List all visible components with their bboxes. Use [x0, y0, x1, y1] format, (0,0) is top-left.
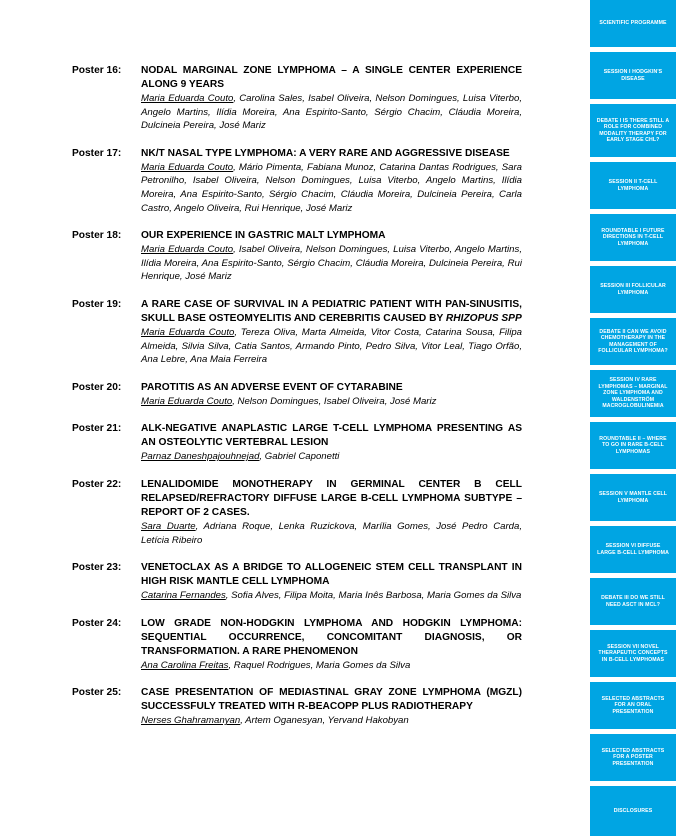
nav-debate-1[interactable]: DEBATE I IS THERE STILL A ROLE FOR COMBINED MODALITY THERAPY FOR EARLY STAGE CHL?	[590, 104, 676, 157]
nav-debate-2[interactable]: DEBATE II CAN WE AVOID CHEMOTHERAPY IN THE MANAGEMENT OF FOLLICULAR LYMPHOMA?	[590, 318, 676, 365]
co-authors: , Mário Pimenta, Fabiana Munoz, Catarina Dantas Rodrigues, Sara Petronilho, Isabel Oliveira, Nelson Domingues, Luisa Viterbo, Angelo Martins, Ilídia Moreira, Ana Espirito-Santo, Sérgio Chacim, Cláudia Moreira, Dulcineia Pereira, Carla Castro, Angelo Oliveira, Rui Henrique, José Mariz	[141, 161, 522, 214]
poster-title: PAROTITIS AS AN ADVERSE EVENT OF CYTARABINE	[141, 381, 403, 393]
poster-entry	[72, 298, 522, 367]
poster-authors	[141, 243, 522, 284]
poster-title: CASE PRESENTATION OF MEDIASTINAL GRAY ZONE LYMPHOMA (MGZL) SUCCESSFULY TREATED WITH R-BEACOPP PLUS RADIOTHERAPY	[141, 687, 522, 713]
poster-title: LOW GRADE NON-HODGKIN LYMPHOMA AND HODGKIN LYMPHOMA: SEQUENTIAL OCCURRENCE, CONCOMITANT DIAGNOSIS, OR TRANSFORMATION. A RARE PHENOMENON	[141, 617, 522, 657]
nav-session-4[interactable]: SESSION IV RARE LYMPHOMAS – MARGINAL ZONE LYMPHOMA AND WALDENSTRÖM MACROGLOBULINEMIA	[590, 370, 676, 417]
poster-number: Poster 20:	[72, 381, 122, 393]
poster-number: Poster 18:	[72, 230, 122, 242]
presenting-author: Catarina Fernandes	[141, 590, 226, 602]
poster-title: NODAL MARGINAL ZONE LYMPHOMA – A SINGLE CENTER EXPERIENCE ALONG 9 YEARS	[141, 65, 522, 90]
co-authors: , Carolina Sales, Isabel Oliveira, Nelson Domingues, Luisa Viterbo, Angelo Martins, Ilídia Moreira, Ana Espirito-Santo, Sérgio Chacim, Cláudia Moreira, Dulcineia Pereira, José Mariz	[141, 93, 522, 132]
presenting-author: Sara Duarte	[141, 520, 196, 532]
co-authors: , Isabel Oliveira, Nelson Domingues, Luisa Viterbo, Angelo Martins, Ilídia Moreira, Ana Espirito-Santo, Sérgio Chacim, Cláudia Moreira, Dulcineia Pereira, Rui Henrique, José Mariz	[141, 244, 522, 283]
poster-entry	[72, 686, 522, 728]
nav-debate-3[interactable]: DEBATE III DO WE STILL NEED ASCT IN MCL?	[590, 578, 676, 625]
poster-entry	[72, 478, 522, 547]
poster-authors	[141, 589, 522, 603]
co-authors: , Raquel Rodrigues, Maria Gomes da Silva	[228, 659, 411, 671]
poster-list	[72, 64, 522, 742]
poster-entry	[72, 229, 522, 284]
presenting-author: Maria Eduarda Couto	[141, 326, 235, 338]
poster-entry	[72, 617, 522, 673]
nav-scientific-programme[interactable]: SCIENTIFIC PROGRAMME	[590, 0, 676, 47]
nav-session-7[interactable]: SESSION VII NOVEL THERAPEUTIC CONCEPTS IN B-CELL LYMPHOMAS	[590, 630, 676, 677]
presenting-author: Maria Eduarda Couto	[141, 161, 234, 173]
poster-authors	[141, 520, 522, 547]
presenting-author: Nerses Ghahramanyan	[141, 715, 241, 727]
co-authors: , Adriana Roque, Lenka Ruzickova, Marília Gomes, José Pedro Carda, Letícia Ribeiro	[141, 520, 522, 546]
presenting-author: Ana Carolina Freitas	[141, 659, 229, 671]
presenting-author: Maria Eduarda Couto	[141, 395, 233, 407]
nav-oral-abstracts[interactable]: SELECTED ABSTRACTS FOR AN ORAL PRESENTATION	[590, 682, 676, 729]
poster-authors	[141, 395, 522, 409]
poster-authors	[141, 714, 522, 728]
poster-number: Poster 25:	[72, 687, 122, 699]
poster-title-text: A RARE CASE OF SURVIVAL IN A PEDIATRIC PATIENT WITH PAN-SINUSITIS, SKULL BASE OSTEOMYELITIS AND CEREBRITIS CAUSED BY	[141, 298, 522, 324]
poster-title: VENETOCLAX AS A BRIDGE TO ALLOGENEIC STEM CELL TRANSPLANT IN HIGH RISK MANTLE CELL LYMPHOMA	[141, 562, 522, 588]
poster-title	[141, 298, 522, 326]
nav-session-5[interactable]: SESSION V MANTLE CELL LYMPHOMA	[590, 474, 676, 521]
poster-number: Poster 19:	[72, 298, 122, 310]
poster-title: LENALIDOMIDE MONOTHERAPY IN GERMINAL CENTER B CELL RELAPSED/REFRACTORY DIFFUSE LARGE B-CELL LYMPHOMA SUBTYPE – REPORT OF 2 CASES.	[141, 478, 522, 518]
presenting-author: Maria Eduarda Couto	[141, 93, 234, 104]
poster-title: OUR EXPERIENCE IN GASTRIC MALT LYMPHOMA	[141, 230, 386, 242]
nav-roundtable-1[interactable]: ROUNDTABLE I FUTURE DIRECTIONS IN T-CELL LYMPHOMA	[590, 214, 676, 261]
co-authors: , Tereza Oliva, Marta Almeida, Vitor Costa, Catarina Sousa, Filipa Almeida, Silvia Silva, Catia Santos, Armando Pinto, Pedro Silva, Vitor Leal, Tiago Orfão, Ana Lebre, Ana Maia Ferreira	[141, 326, 522, 366]
poster-entry	[72, 64, 522, 133]
poster-authors	[141, 92, 522, 133]
nav-session-6[interactable]: SESSION VI DIFFUSE LARGE B-CELL LYMPHOMA	[590, 526, 676, 573]
poster-number: Poster 16:	[72, 65, 122, 76]
poster-authors	[141, 659, 522, 673]
poster-entry	[72, 381, 522, 409]
co-authors: , Sofia Alves, Filipa Moita, Maria Inês Barbosa, Maria Gomes da Silva	[225, 590, 522, 602]
poster-entry	[72, 147, 522, 215]
poster-authors	[141, 326, 522, 367]
section-nav-sidebar	[590, 0, 676, 836]
poster-authors	[141, 450, 522, 464]
nav-session-1[interactable]: SESSION I HODGKIN'S DISEASE	[590, 52, 676, 99]
poster-authors	[141, 161, 522, 215]
poster-title: ALK-NEGATIVE ANAPLASTIC LARGE T-CELL LYMPHOMA PRESENTING AS AN OSTEOLYTIC VERTEBRAL LESION	[141, 423, 522, 449]
presenting-author: Maria Eduarda Couto	[141, 244, 234, 256]
poster-number: Poster 21:	[72, 423, 122, 435]
nav-roundtable-2[interactable]: ROUNDTABLE II – WHERE TO GO IN RARE B-CELL LYMPHOMAS	[590, 422, 676, 469]
nav-poster-abstracts[interactable]: SELECTED ABSTRACTS FOR A POSTER PRESENTATION	[590, 734, 676, 781]
poster-number: Poster 17:	[72, 147, 122, 159]
co-authors: , Gabriel Caponetti	[259, 451, 340, 463]
co-authors: , Artem Oganesyan, Yervand Hakobyan	[240, 715, 409, 727]
poster-number: Poster 23:	[72, 562, 122, 574]
nav-disclosures[interactable]: DISCLOSURES	[590, 786, 676, 836]
co-authors: , Nelson Domingues, Isabel Oliveira, José Mariz	[232, 395, 437, 407]
poster-title-organism: RHIZOPUS SPP	[445, 312, 522, 324]
poster-entry	[72, 561, 522, 603]
presenting-author: Parnaz Daneshpajouhnejad	[141, 451, 260, 463]
poster-entry	[72, 422, 522, 464]
nav-session-2[interactable]: SESSION II T-CELL LYMPHOMA	[590, 162, 676, 209]
poster-title: NK/T NASAL TYPE LYMPHOMA: A VERY RARE AND AGGRESSIVE DISEASE	[141, 147, 510, 159]
nav-session-3[interactable]: SESSION III FOLLICULAR LYMPHOMA	[590, 266, 676, 313]
poster-number: Poster 22:	[72, 478, 122, 490]
poster-number: Poster 24:	[72, 617, 122, 629]
